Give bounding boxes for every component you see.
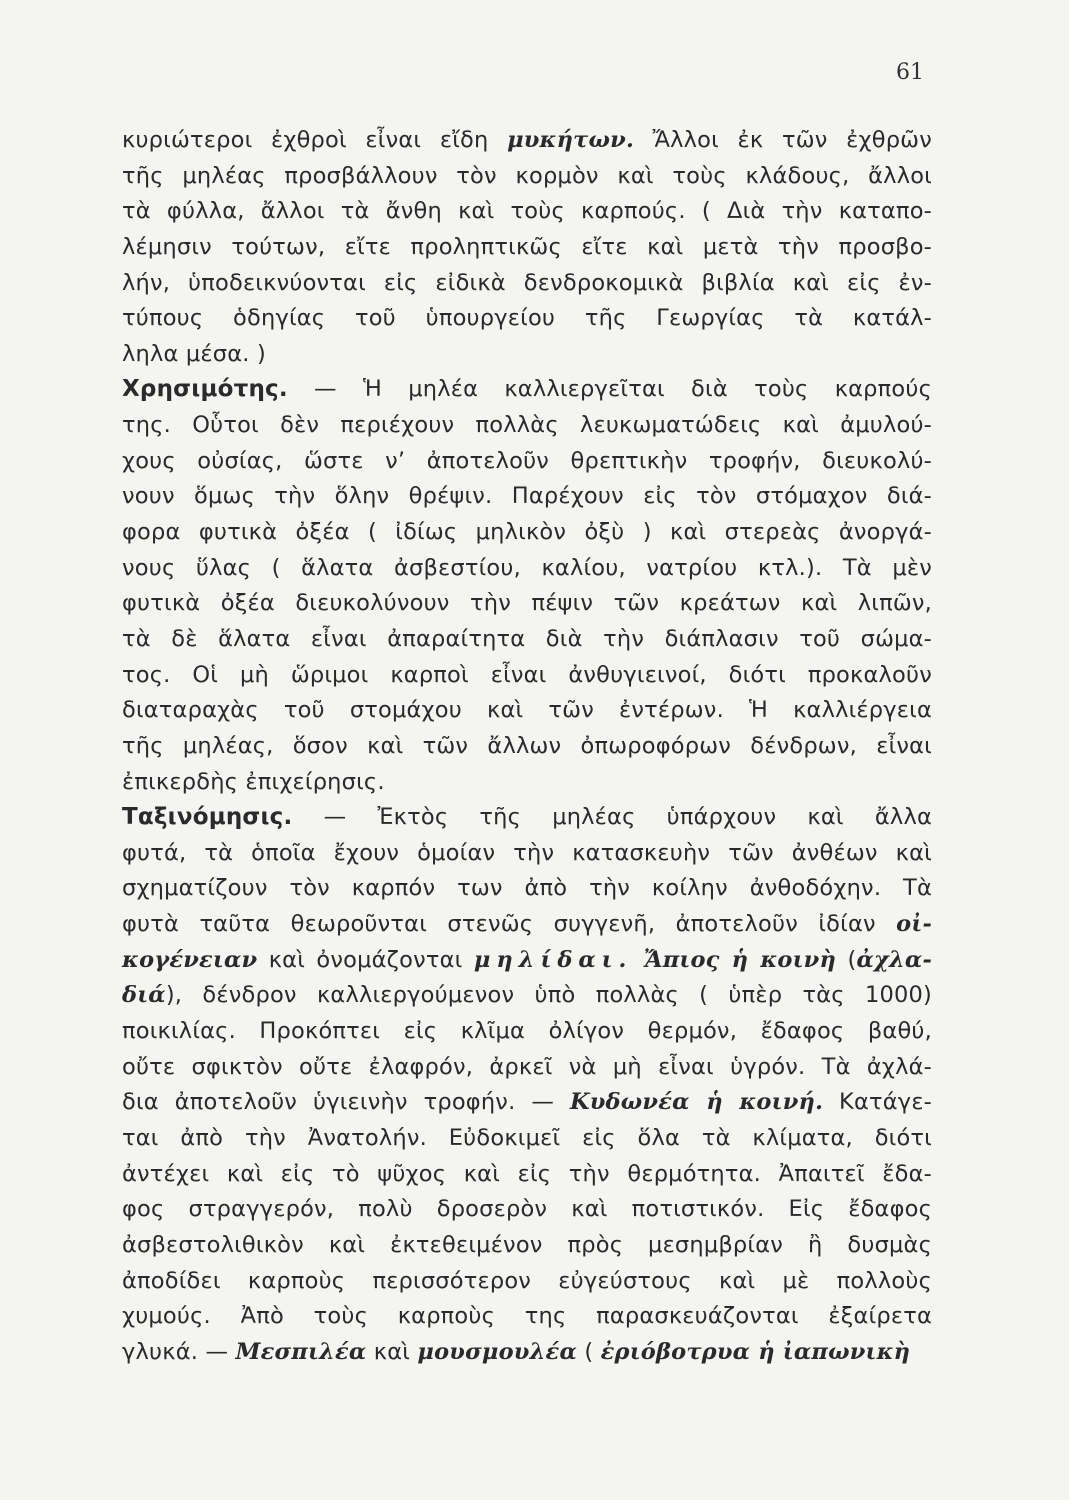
text-line: [122, 800, 932, 836]
text-run: (: [836, 946, 857, 973]
text-run: κογένειαν: [122, 946, 258, 973]
text-run: μουσμουλέα: [417, 1338, 577, 1365]
text-line: [122, 301, 932, 337]
section-heading: Ταξινόμησις.: [122, 804, 293, 831]
text-run: [632, 947, 643, 973]
text-line: [122, 765, 932, 801]
text-run: ἀσβεστολιθικὸν καὶ ἐκτεθειμένον πρὸς μεσημβρίαν ἢ δυσμὰς: [122, 1231, 932, 1258]
text-run: χυμούς. Ἀπὸ τοὺς καρποὺς της παρασκευάζονται ἐξαίρετα: [122, 1303, 932, 1330]
text-run: τὰ φύλλα, ἄλλοι τὰ ἄνθη καὶ τοὺς καρπούς. ( Διὰ τὴν καταπο-: [122, 198, 932, 225]
text-run: ἀντέχει καὶ εἰς τὸ ψῦχος καὶ εἰς τὴν θερμότητα. Ἀπαιτεῖ ἔδα-: [122, 1160, 932, 1187]
text-run: ται ἀπὸ τὴν Ἀνατολήν. Εὐδοκιμεῖ εἰς ὅλα τὰ κλίματα, διότι: [122, 1124, 932, 1151]
text-run: μυκήτων.: [507, 127, 634, 153]
text-run: φυτά, τὰ ὁποῖα ἔχουν ὁμοίαν τὴν κατασκευὴν τῶν ἀνθέων καὶ: [122, 839, 932, 866]
text-run: τῆς μηλέας προσβάλλουν τὸν κορμὸν καὶ τοὺς κλάδους, ἄλλοι: [122, 162, 932, 189]
text-run: φος στραγγερόν, πολὺ δροσερὸν καὶ ποτιστικόν. Εἰς ἔδαφος: [122, 1196, 932, 1223]
text-line: [122, 622, 932, 658]
text-run: ληλα μέσα. ): [122, 340, 266, 367]
text-line: [122, 444, 932, 480]
text-run: τύπους ὁδηγίας τοῦ ὑπουργείου τῆς Γεωργίας τὰ κατάλ-: [122, 305, 932, 332]
text-run: τὰ δὲ ἅλατα εἶναι ἀπαραίτητα διὰ τὴν διάπλασιν τοῦ σώμα-: [122, 625, 932, 652]
text-line: [122, 943, 932, 979]
text-run: κυριώτεροι ἐχθροὶ εἶναι εἴδη: [122, 127, 508, 153]
text-line: [122, 1085, 932, 1121]
text-run: λέμησιν τούτων, εἴτε προληπτικῶς εἴτε καὶ μετὰ τὴν προσβο-: [122, 233, 932, 260]
text-line: [122, 1299, 932, 1335]
text-run: νους ὕλας ( ἅλατα ἀσβεστίου, καλίου, νατρίου κτλ.). Τὰ μὲν: [122, 554, 932, 581]
text-run: — Ἐκτὸς τῆς μηλέας ὑπάρχουν καὶ ἄλλα: [292, 804, 932, 831]
text-line: [122, 123, 932, 159]
page-number: 61: [896, 60, 924, 85]
text-line: [122, 1157, 932, 1193]
text-run: Ἄλλοι ἐκ τῶν ἐχθρῶν: [633, 127, 932, 153]
text-run: μηλίδαι.: [473, 946, 633, 973]
text-run: χους οὐσίας, ὥστε ν’ ἀποτελοῦν θρεπτικὴν τροφήν, διευκολύ-: [122, 447, 932, 474]
text-line: [122, 372, 932, 408]
text-run: Ἄπιος ἡ κοινὴ: [643, 946, 837, 973]
text-line: [122, 551, 932, 587]
text-line: [122, 836, 932, 872]
text-run: ἐπικερδὴς ἐπιχείρησις.: [122, 768, 385, 795]
text-run: καὶ ὀνομάζονται: [257, 946, 474, 973]
text-run: ἀποδίδει καρποὺς περισσότερον εὐγεύστους καὶ μὲ πολλοὺς: [122, 1267, 932, 1294]
text-line: [122, 1264, 932, 1300]
text-run: φορα φυτικὰ ὀξέα ( ἰδίως μηλικὸν ὀξὺ ) καὶ στερεὰς ἀνοργά-: [122, 519, 932, 546]
text-line: [122, 1121, 932, 1157]
text-line: [122, 230, 932, 266]
text-run: οὔτε σφικτὸν οὔτε ἐλαφρόν, ἀρκεῖ νὰ μὴ εἶναι ὑγρόν. Τὰ ἀχλά-: [122, 1053, 932, 1080]
section-heading: Χρησιμότης.: [122, 376, 288, 403]
text-run: διαταραχὰς τοῦ στομάχου καὶ τῶν ἐντέρων. Ἡ καλλιέργεια: [122, 697, 932, 724]
text-run: — Ἡ μηλέα καλλιεργεῖται διὰ τοὺς καρπούς: [287, 376, 932, 403]
text-run: γλυκά. —: [122, 1338, 236, 1365]
text-run: ποικιλίας. Προκόπτει εἰς κλῖμα ὀλίγον θερμόν, ἔδαφος βαθύ,: [122, 1018, 932, 1045]
text-line: [122, 1228, 932, 1264]
text-line: [122, 658, 932, 694]
text-run: νουν ὅμως τὴν ὅλην θρέψιν. Παρέχουν εἰς τὸν στόμαχον διά-: [122, 483, 932, 510]
text-run: Κατάγε-: [823, 1089, 933, 1116]
text-line: [122, 1192, 932, 1228]
text-run: Μεσπιλέα: [235, 1338, 367, 1365]
text-line: [122, 586, 932, 622]
text-line: [122, 194, 932, 230]
text-line: [122, 266, 932, 302]
text-line: [122, 408, 932, 444]
text-line: [122, 978, 932, 1014]
text-line: [122, 871, 932, 907]
text-run: διά: [122, 982, 166, 1009]
text-run: ), δένδρον καλλιεργούμενον ὑπὸ πολλὰς ( ὑπὲρ τὰς 1000): [165, 982, 932, 1009]
text-run: λήν, ὑποδεικνύονται εἰς εἰδικὰ δενδροκομικὰ βιβλία καὶ εἰς ἐν-: [122, 269, 932, 296]
text-line: [122, 1050, 932, 1086]
text-line: [122, 1335, 932, 1371]
text-line: [122, 1014, 932, 1050]
text-run: Κυδωνέα ἡ κοινή.: [569, 1089, 824, 1116]
text-run: δια ἀποτελοῦν ὑγιεινὴν τροφήν. —: [122, 1089, 570, 1116]
text-run: τῆς μηλέας, ὅσον καὶ τῶν ἄλλων ὀπωροφόρων δένδρων, εἶναι: [122, 732, 932, 759]
text-line: [122, 159, 932, 195]
text-line: [122, 693, 932, 729]
text-run: φυτικὰ ὀξέα διευκολύνουν τὴν πέψιν τῶν κρεάτων καὶ λιπῶν,: [122, 590, 932, 617]
text-run: (: [576, 1338, 601, 1365]
text-line: [122, 515, 932, 551]
text-run: της. Οὗτοι δὲν περιέχουν πολλὰς λευκωματώδεις καὶ ἀμυλού-: [122, 412, 932, 439]
text-line: [122, 479, 932, 515]
body-text: [122, 123, 932, 1370]
text-run: φυτὰ ταῦτα θεωροῦνται στενῶς συγγενῆ, ἀποτελοῦν ἰδίαν: [122, 911, 897, 938]
text-line: [122, 337, 932, 373]
text-run: οἰ-: [896, 911, 932, 938]
text-line: [122, 729, 932, 765]
text-run: ἐριόβοτρυα ἡ ἰαπωνικὴ: [600, 1338, 911, 1365]
text-run: σχηματίζουν τὸν καρπόν των ἀπὸ τὴν κοίλην ἀνθοδόχην. Τὰ: [122, 875, 932, 902]
text-run: καὶ: [366, 1338, 418, 1365]
text-run: τος. Οἱ μὴ ὥριμοι καρποὶ εἶναι ἀνθυγιεινοί, διότι προκαλοῦν: [122, 661, 932, 688]
text-run: ἀχλα-: [856, 946, 932, 973]
text-line: [122, 907, 932, 943]
